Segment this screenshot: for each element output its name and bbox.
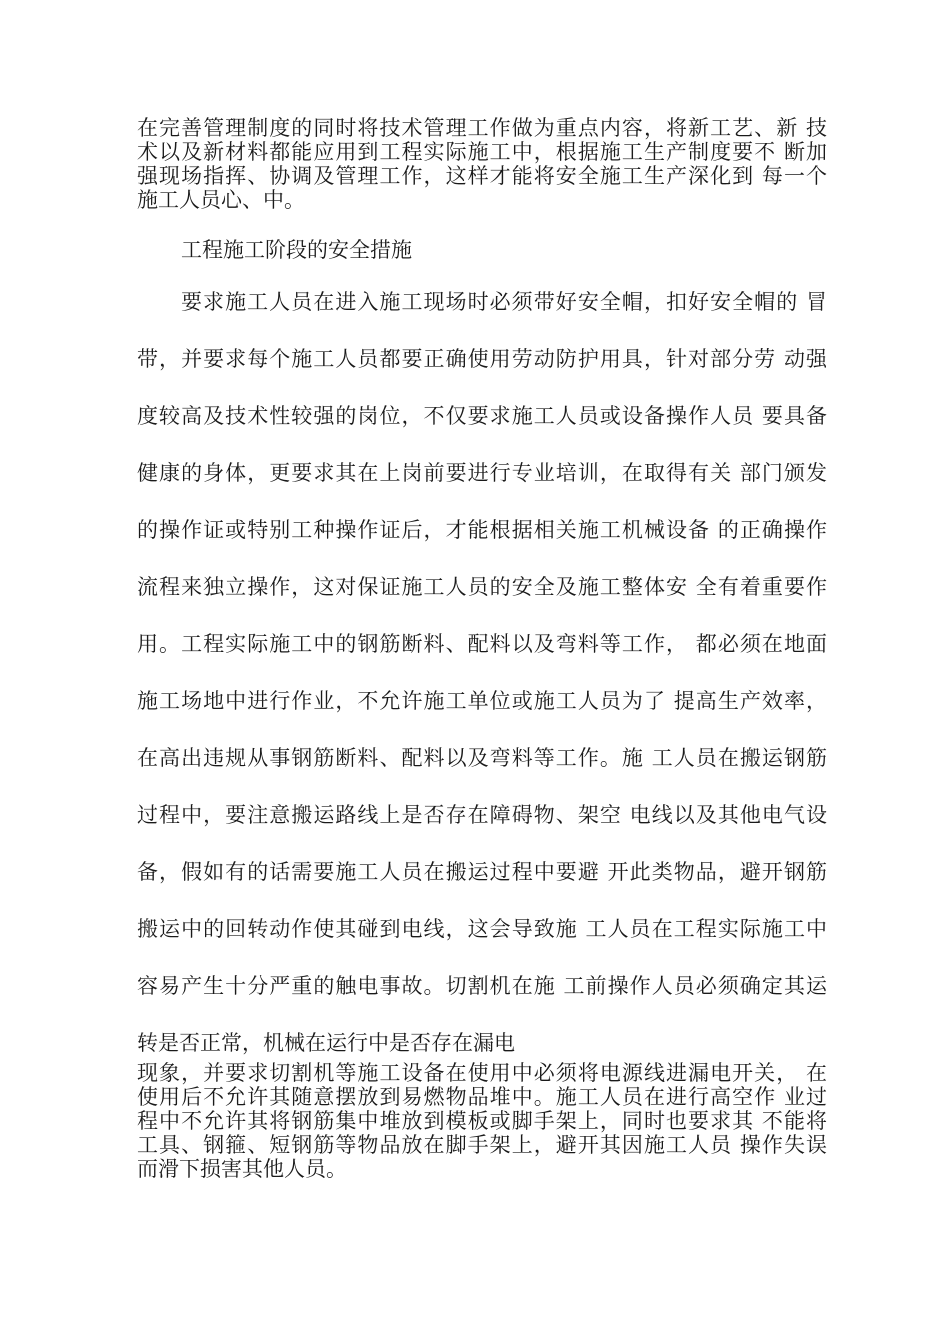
paragraph-2-line-8: 施工场地中进行作业，不允许施工单位或施工人员为了 提高生产效率，	[137, 689, 827, 713]
paragraph-2-line-13: 容易产生十分严重的触电事故。切割机在施 工前操作人员必须确定其运	[137, 974, 827, 998]
paragraph-3-line-3: 程中不允许其将钢筋集中堆放到模板或脚手架上，同时也要求其 不能将	[137, 1109, 827, 1133]
paragraph-1-line-4: 施工人员心、中。	[137, 188, 305, 212]
paragraph-2-line-9: 在高出违规从事钢筋断料、配料以及弯料等工作。施 工人员在搬运钢筋	[137, 746, 827, 770]
paragraph-2-line-5: 的操作证或特别工种操作证后，才能根据相关施工机械设备 的正确操作	[137, 518, 827, 542]
paragraph-2-line-11: 备，假如有的话需要施工人员在搬运过程中要避 开此类物品，避开钢筋	[137, 860, 827, 884]
paragraph-1-line-1: 在完善管理制度的同时将技术管理工作做为重点内容，将新工艺、新 技	[137, 116, 827, 140]
paragraph-3-line-4: 工具、钢箍、短钢筋等物品放在脚手架上，避开其因施工人员 操作失误	[137, 1133, 827, 1157]
paragraph-2-line-12: 搬运中的回转动作使其碰到电线，这会导致施 工人员在工程实际施工中	[137, 917, 827, 941]
paragraph-2-line-7: 用。工程实际施工中的钢筋断料、配料以及弯料等工作， 都必须在地面	[137, 632, 827, 656]
section-heading: 工程施工阶段的安全措施	[181, 238, 412, 262]
paragraph-3-line-2: 使用后不允许其随意摆放到易燃物品堆中。施工人员在进行高空作 业过	[137, 1085, 827, 1109]
paragraph-2-line-10: 过程中，要注意搬运路线上是否存在障碍物、架空 电线以及其他电气设	[137, 803, 827, 827]
paragraph-1-line-3: 强现场指挥、协调及管理工作，这样才能将安全施工生产深化到 每一个	[137, 164, 827, 188]
paragraph-2-line-2: 带，并要求每个施工人员都要正确使用劳动防护用具，针对部分劳 动强	[137, 347, 827, 371]
paragraph-1-line-2: 术以及新材料都能应用到工程实际施工中，根据施工生产制度要不 断加	[137, 140, 827, 164]
paragraph-2-line-1: 要求施工人员在进入施工现场时必须带好安全帽，扣好安全帽的 冒	[181, 290, 827, 314]
paragraph-3-line-5: 而滑下损害其他人员。	[137, 1157, 347, 1181]
paragraph-2-line-6: 流程来独立操作，这对保证施工人员的安全及施工整体安 全有着重要作	[137, 575, 827, 599]
paragraph-3-line-1: 现象，并要求切割机等施工设备在使用中必须将电源线进漏电开关， 在	[137, 1061, 827, 1085]
paragraph-2-line-3: 度较高及技术性较强的岗位，不仅要求施工人员或设备操作人员 要具备	[137, 404, 827, 428]
paragraph-2-line-14: 转是否正常，机械在运行中是否存在漏电	[137, 1031, 515, 1055]
paragraph-2-line-4: 健康的身体，更要求其在上岗前要进行专业培训，在取得有关 部门颁发	[137, 461, 827, 485]
